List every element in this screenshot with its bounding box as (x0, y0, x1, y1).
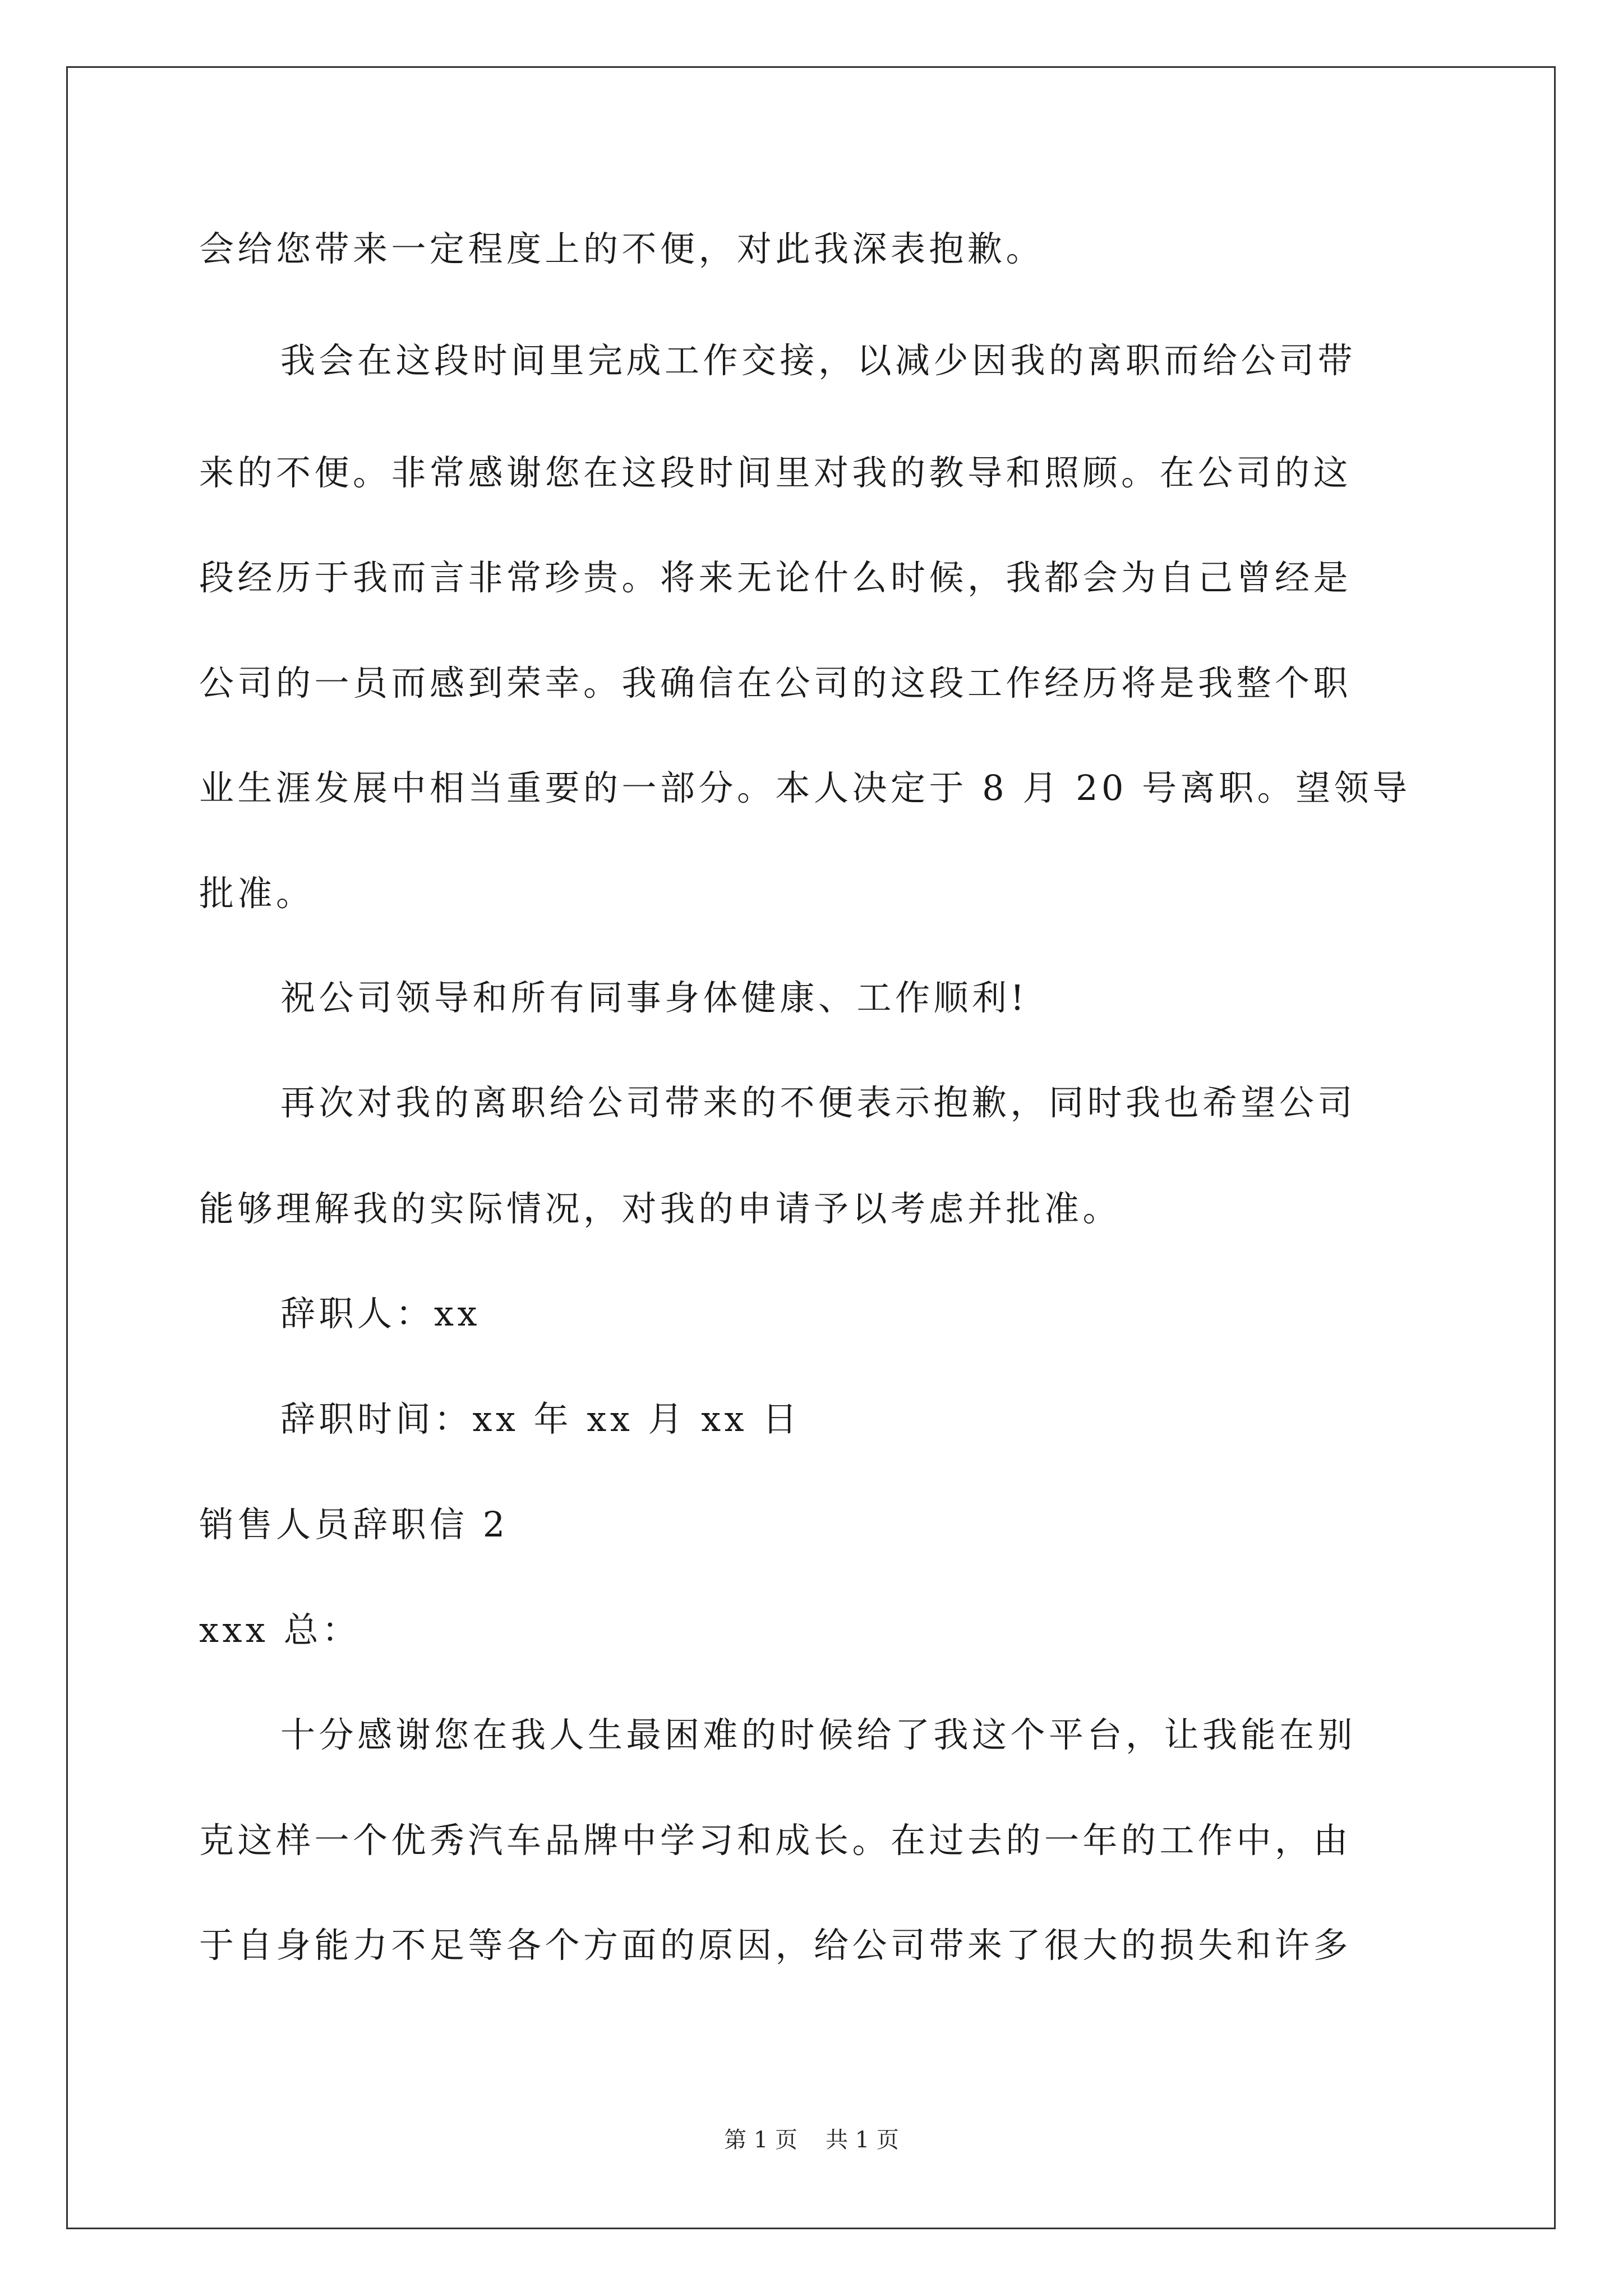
text-line-4: 段经历于我而言非常珍贵。将来无论什么时候，我都会为自己曾经是 (199, 557, 1352, 598)
text-line-17: 于自身能力不足等各个方面的原因，给公司带来了很大的损失和许多 (199, 1925, 1352, 1966)
text-line-9: 再次对我的离职给公司带来的不便表示抱歉，同时我也希望公司 (280, 1082, 1357, 1123)
text-line-6: 业生涯发展中相当重要的一部分。本人决定于 8 月 20 号离职。望领导 (199, 767, 1411, 808)
total-pages-label: 共 1 页 (826, 2127, 899, 2153)
text-line-3: 来的不便。非常感谢您在这段时间里对我的教导和照顾。在公司的这 (199, 452, 1352, 493)
text-line-10: 能够理解我的实际情况，对我的申请予以考虑并批准。 (199, 1188, 1122, 1229)
section-title: 销售人员辞职信 2 (199, 1504, 509, 1545)
text-line-16: 克这样一个优秀汽车品牌中学习和成长。在过去的一年的工作中，由 (199, 1820, 1352, 1861)
salutation-line: xxx 总： (199, 1609, 361, 1650)
text-line-8: 祝公司领导和所有同事身体健康、工作顺利! (280, 977, 1028, 1018)
text-line-5: 公司的一员而感到荣幸。我确信在公司的这段工作经历将是我整个职 (199, 662, 1352, 703)
text-line-2: 我会在这段时间里完成工作交接，以减少因我的离职而给公司带 (280, 340, 1357, 381)
page-border (66, 66, 1556, 2229)
text-line-1: 会给您带来一定程度上的不便，对此我深表抱歉。 (199, 228, 1045, 269)
current-page-label: 第 1 页 (724, 2127, 797, 2153)
text-line-7: 批准。 (199, 873, 315, 914)
signer-line: 辞职人：xx (280, 1293, 481, 1334)
date-line: 辞职时间：xx 年 xx 月 xx 日 (280, 1398, 801, 1439)
page-footer (0, 2126, 1623, 2154)
text-line-15: 十分感谢您在我人生最困难的时候给了我这个平台，让我能在别 (280, 1714, 1357, 1755)
